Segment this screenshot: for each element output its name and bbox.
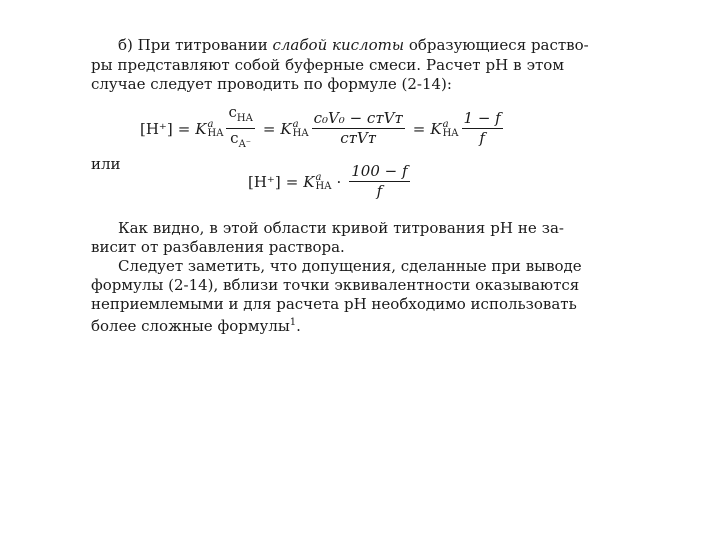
k-sup: a	[315, 171, 322, 183]
equals-sign: =	[285, 172, 299, 191]
k-sub: HA	[442, 127, 459, 139]
k-symbol: K	[195, 119, 207, 138]
fraction-denominator: f	[376, 182, 383, 200]
k-symbol: K	[280, 119, 292, 138]
k-indices	[208, 120, 224, 138]
paragraph3-line3: неприемлемыми и для расчета рН необходимо использовать	[91, 295, 577, 313]
fraction-numerator	[226, 104, 254, 129]
k-sup: a	[292, 118, 299, 130]
text-span: .	[296, 317, 301, 335]
fraction-denominator	[228, 129, 253, 153]
text-span: образующиеся раство-	[404, 36, 589, 54]
paragraph3-line4	[91, 314, 301, 335]
k-indices	[443, 120, 459, 138]
paragraph1-line1	[118, 36, 589, 54]
fraction-numerator: 100 − f	[351, 162, 408, 180]
k-sub: HA	[292, 127, 309, 139]
paragraph3-line2: формулы (2-14), вблизи точки эквивалентности оказываются	[91, 276, 580, 294]
fraction-titration-degree	[462, 110, 503, 147]
fraction-concentrations	[226, 104, 254, 153]
text-span: более сложные формулы	[91, 317, 290, 335]
equals-sign: =	[177, 119, 191, 138]
footnote-marker[interactable]: 1	[289, 317, 297, 328]
fraction-numerator: 1 − f	[463, 109, 501, 127]
c-sub: HA	[236, 113, 253, 124]
c-sub: A⁻	[238, 139, 252, 150]
k-sub: HA	[315, 180, 332, 192]
c-symbol: c	[228, 103, 237, 121]
k-indices	[316, 173, 332, 191]
text-span: б) При титровании	[118, 36, 273, 54]
fraction-percent	[349, 163, 409, 200]
connector-word: или	[91, 155, 121, 173]
k-indices	[293, 120, 309, 138]
formula-2-14	[140, 104, 506, 153]
equals-sign: =	[412, 119, 426, 138]
paragraph2-line1: Как видно, в этой области кривой титрования рН не за-	[118, 219, 564, 237]
fraction-denominator: f	[479, 129, 485, 147]
k-symbol: K	[430, 119, 442, 138]
fraction-denominator: cᴛVᴛ	[340, 129, 377, 147]
fraction-numerator: c₀V₀ − cᴛVᴛ	[313, 109, 403, 127]
formula-lhs: [H⁺]	[140, 119, 173, 138]
equals-sign: =	[262, 119, 276, 138]
paragraph3-line1: Следует заметить, что допущения, сделанные при выводе	[118, 257, 582, 275]
k-sup: a	[207, 118, 214, 130]
formula-percent	[248, 163, 413, 200]
k-sub: HA	[207, 127, 224, 139]
fraction-volumes	[312, 110, 405, 147]
multiply-dot: ·	[336, 172, 342, 191]
paragraph1-line3: случае следует проводить по формуле (2-14):	[91, 75, 452, 93]
paragraph2-line2: висит от разбавления раствора.	[91, 238, 345, 256]
formula-lhs: [H⁺]	[248, 172, 281, 191]
k-symbol: K	[303, 172, 315, 191]
paragraph1-line2: ры представляют собой буферные смеси. Расчет рН в этом	[91, 56, 564, 74]
c-symbol: c	[230, 129, 239, 147]
k-sup: a	[442, 118, 449, 130]
italic-term: слабой кислоты	[272, 36, 405, 54]
